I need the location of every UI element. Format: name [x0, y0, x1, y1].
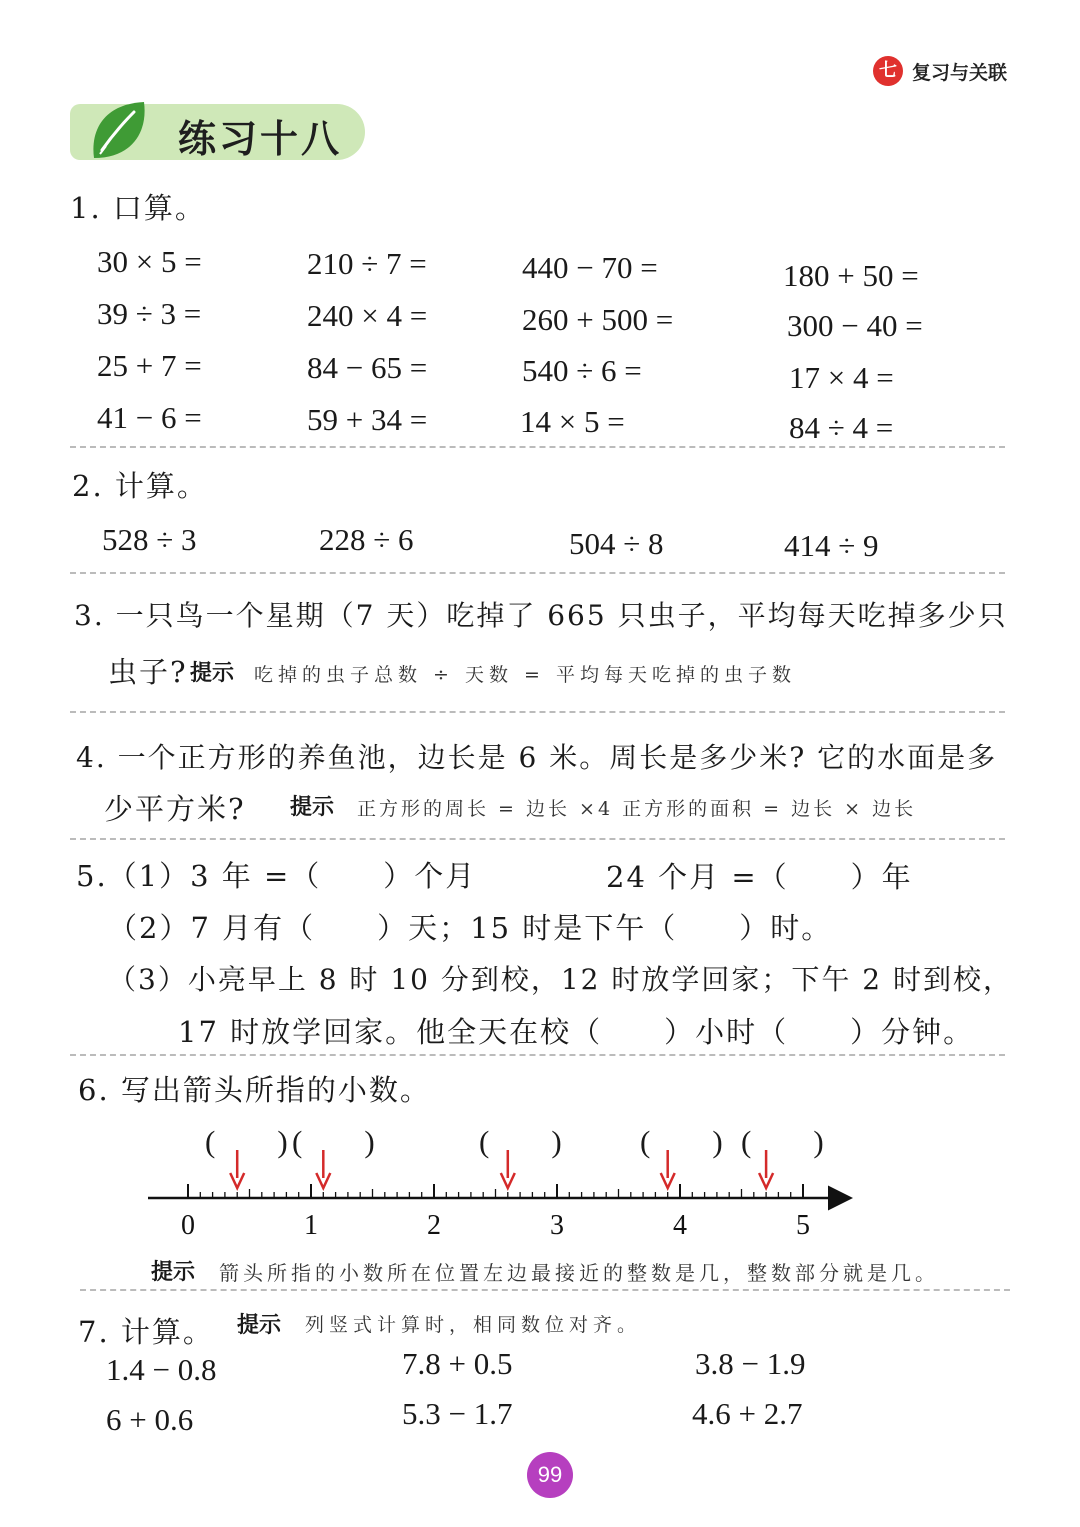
q7-item: 5.3 − 1.7	[402, 1396, 513, 1431]
section-divider	[80, 1289, 1010, 1291]
q1-item: 25 + 7 =	[97, 348, 202, 383]
section-divider	[70, 711, 1005, 713]
red-pointer-arrow	[759, 1150, 773, 1188]
q1-item: 210 ÷ 7 =	[307, 246, 427, 281]
answer-blank: ( )	[479, 1124, 562, 1159]
q1-item: 300 − 40 =	[787, 308, 923, 343]
q1-item: 59 + 34 =	[307, 402, 428, 437]
q2-item: 228 ÷ 6	[319, 522, 414, 557]
section-divider	[70, 838, 1005, 840]
q7-item: 7.8 + 0.5	[402, 1346, 513, 1381]
q1-item: 39 ÷ 3 =	[97, 296, 202, 331]
q7-item: 6 + 0.6	[106, 1402, 194, 1437]
q1-item: 260 + 500 =	[522, 302, 674, 337]
axis-label: 5	[796, 1210, 810, 1241]
red-pointer-arrow	[230, 1150, 244, 1188]
q1-item: 440 − 70 =	[522, 250, 658, 285]
q5-part2: （2）7 月有（ ）天；15 时是下午（ ）时。	[108, 911, 833, 945]
q4-text: 4. 一个正方形的养鱼池，边长是 6 米。周长是多少米? 它的水面是多	[76, 741, 998, 774]
answer-blank: ( )	[640, 1124, 723, 1159]
q7-item: 4.6 + 2.7	[692, 1396, 803, 1431]
q6-title: 6. 写出箭头所指的小数。	[78, 1073, 431, 1107]
q5-part3-cont: 17 时放学回家。他全天在校（ ）小时（ ）分钟。	[178, 1015, 975, 1049]
q1-item: 84 ÷ 4 =	[789, 410, 894, 445]
q7-item: 3.8 − 1.9	[695, 1346, 806, 1381]
q1-item: 84 − 65 =	[307, 350, 428, 385]
hint-label: 提示	[237, 1313, 282, 1338]
hint-text: 箭头所指的小数所在位置左边最接近的整数是几，整数部分就是几。	[219, 1261, 939, 1285]
answer-blank: ( )	[292, 1124, 375, 1159]
q1-item: 240 × 4 =	[307, 298, 428, 333]
hint-text: 正方形的周长 = 边长 ×4 正方形的面积 = 边长 × 边长	[357, 798, 917, 820]
q2-item: 528 ÷ 3	[102, 522, 197, 557]
q4-text-cont: 少平方米?	[104, 792, 246, 826]
hint-label: 提示	[190, 661, 235, 686]
hint-label: 提示	[151, 1260, 196, 1285]
q5-part1b: 24 个月 =（ ）年	[606, 860, 913, 894]
q7-title: 7. 计算。	[78, 1315, 214, 1349]
axis-label: 0	[181, 1210, 195, 1241]
q3-text-cont: 虫子?	[108, 655, 188, 689]
q2-item: 504 ÷ 8	[569, 526, 664, 561]
hint-label: 提示	[290, 795, 335, 820]
quill-leaf-icon	[88, 98, 152, 164]
chapter-title: 复习与关联	[912, 62, 1008, 84]
q1-item: 30 × 5 =	[97, 244, 202, 279]
q1-title: 1. 口算。	[70, 191, 206, 225]
q1-item: 17 × 4 =	[789, 360, 894, 395]
number-line	[0, 1140, 1080, 1250]
q3-text: 3. 一只鸟一个星期（7 天）吃掉了 665 只虫子，平均每天吃掉多少只	[74, 599, 1008, 632]
axis-label: 1	[304, 1210, 318, 1241]
section-divider	[70, 1054, 1005, 1056]
red-pointer-arrow	[661, 1150, 675, 1188]
red-pointer-arrow	[501, 1150, 515, 1188]
hint-text: 吃掉的虫子总数 ÷ 天数 = 平均每天吃掉的虫子数	[254, 664, 796, 686]
exercise-title: 练习十八	[178, 117, 343, 161]
q5-part1: 5.（1）3 年 =（ ）个月	[76, 859, 477, 893]
q1-item: 41 − 6 =	[97, 400, 202, 435]
q1-item: 180 + 50 =	[783, 258, 919, 293]
hint-text: 列竖式计算时，相同数位对齐。	[305, 1314, 642, 1336]
section-divider	[70, 446, 1005, 448]
axis-label: 4	[673, 1210, 687, 1241]
axis-label: 2	[427, 1210, 441, 1241]
q5-part3: （3）小亮早上 8 时 10 分到校，12 时放学回家；下午 2 时到校，	[108, 963, 1014, 996]
chapter-badge: 七	[873, 56, 903, 86]
section-divider	[70, 572, 1005, 574]
answer-blank: ( )	[741, 1124, 824, 1159]
q7-item: 1.4 − 0.8	[106, 1352, 217, 1387]
answer-blank: ( )	[205, 1124, 288, 1159]
page-number: 99	[527, 1452, 573, 1498]
red-pointer-arrow	[316, 1150, 330, 1188]
q2-title: 2. 计算。	[72, 469, 208, 503]
axis-label: 3	[550, 1210, 564, 1241]
q2-item: 414 ÷ 9	[784, 528, 879, 563]
q1-item: 540 ÷ 6 =	[522, 353, 642, 388]
q1-item: 14 × 5 =	[520, 404, 625, 439]
